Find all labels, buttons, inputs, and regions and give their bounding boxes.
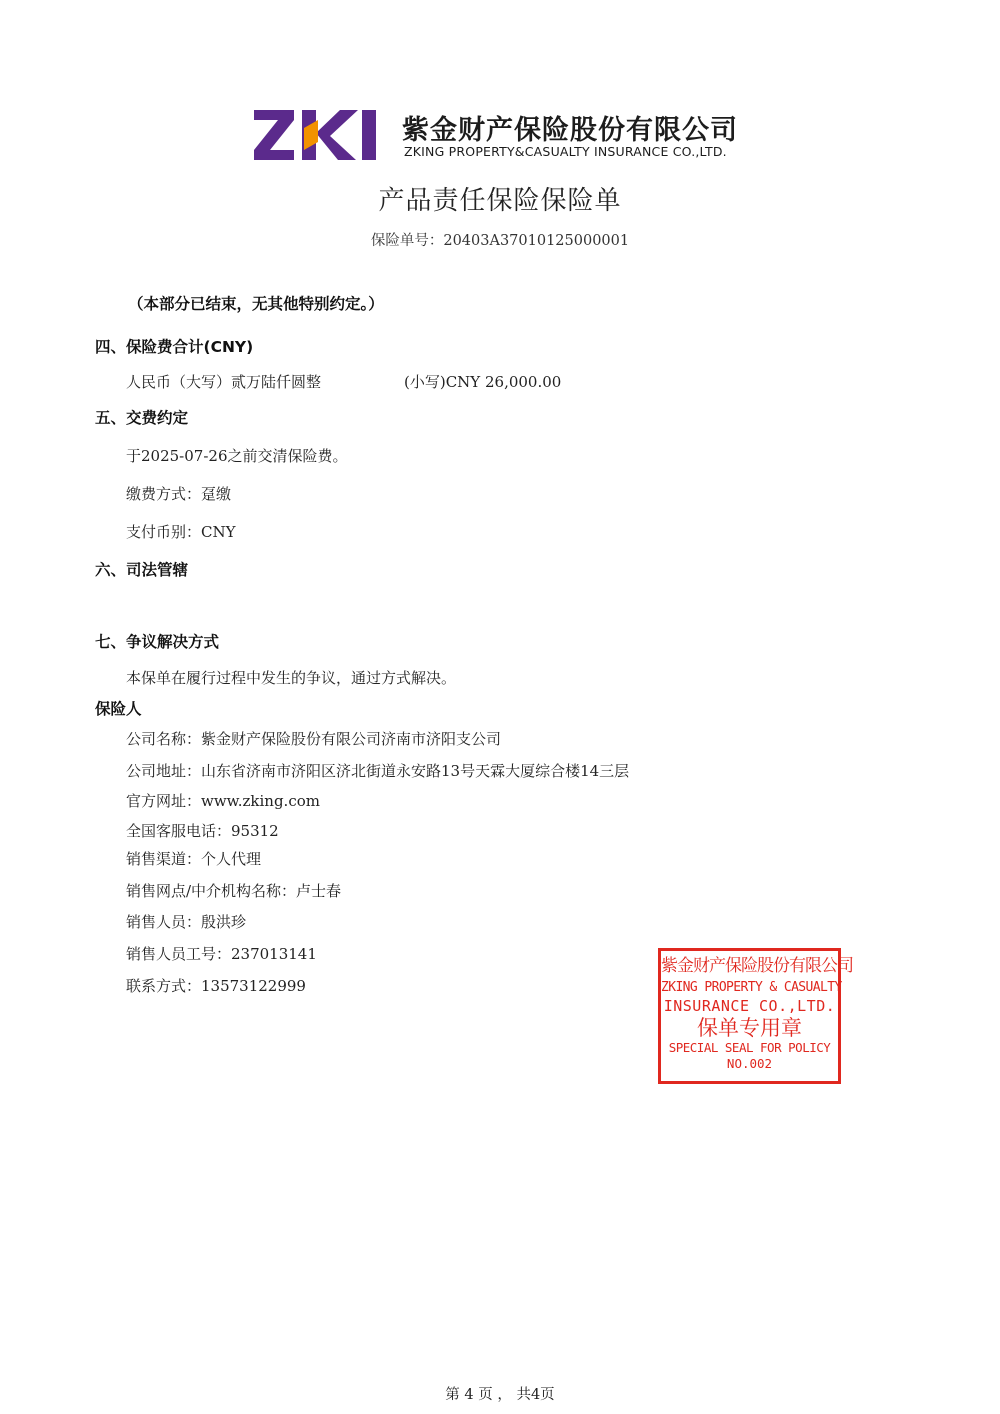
insurer-salesperson: 销售人员：殷洪珍	[126, 913, 247, 931]
insurer-sales-id: 销售人员工号：237013141	[126, 945, 317, 963]
insurer-company-name: 公司名称：紫金财产保险股份有限公司济南市济阳支公司	[126, 730, 502, 748]
seal-company-cn: 紫金财产保险股份有限公司	[661, 956, 853, 976]
payment-deadline: 于2025-07-26之前交清保险费。	[126, 447, 348, 465]
insurer-sales-channel: 销售渠道：个人代理	[126, 850, 262, 868]
company-name-cn: 紫金财产保险股份有限公司	[402, 115, 738, 146]
seal-company-en-line2: INSURANCE CO.,LTD.	[663, 997, 836, 1015]
policy-number: 保险单号：20403A37010125000001	[370, 233, 630, 249]
company-name-en: ZKING PROPERTY&CASUALTY INSURANCE CO.,LTD.	[404, 144, 727, 159]
premium-heading: 四、保险费合计(CNY)	[95, 338, 254, 356]
seal-number: NO.002	[726, 1055, 773, 1071]
insurer-website: 官方网址：www.zking.com	[126, 792, 320, 810]
insurer-agency: 销售网点/中介机构名称：卢士春	[126, 882, 342, 900]
section-end-note: （本部分已结束，无其他特别约定。）	[128, 295, 384, 313]
insurer-heading: 保险人	[95, 700, 142, 718]
seal-company-en-line1: ZKING PROPERTY & CASUALTY	[661, 980, 842, 995]
payment-currency: 支付币别：CNY	[126, 523, 236, 541]
seal-type-cn: 保单专用章	[697, 1016, 802, 1040]
page-number-footer: 第 4 页 ， 共4页	[445, 1387, 555, 1403]
seal-type-en: SPECIAL SEAL FOR POLICY	[668, 1040, 831, 1055]
dispute-heading: 七、争议解决方式	[95, 633, 220, 651]
premium-amount-upper: 人民币（大写）贰万陆仟圆整	[126, 373, 322, 391]
insurer-address: 公司地址：山东省济南市济阳区济北街道永安路13号天霖大厦综合楼14三层	[126, 762, 630, 780]
dispute-text: 本保单在履行过程中发生的争议，通过方式解决。	[126, 669, 457, 687]
company-logo	[252, 106, 742, 166]
logo-letter-k-arm	[316, 110, 358, 160]
document-title: 产品责任保险保险单	[378, 186, 622, 216]
premium-amount-lower: (小写)CNY 26,000.00	[404, 373, 562, 391]
payment-method: 缴费方式：趸缴	[126, 485, 232, 503]
policy-seal-stamp	[658, 948, 853, 1084]
jurisdiction-heading: 六、司法管辖	[95, 561, 189, 579]
zki-logo-mark	[252, 106, 382, 162]
payment-heading: 五、交费约定	[95, 409, 189, 427]
logo-letter-z	[254, 110, 294, 160]
insurer-contact: 联系方式：13573122999	[126, 977, 306, 995]
logo-letter-i	[362, 110, 376, 160]
insurer-hotline: 全国客服电话：95312	[126, 822, 279, 840]
